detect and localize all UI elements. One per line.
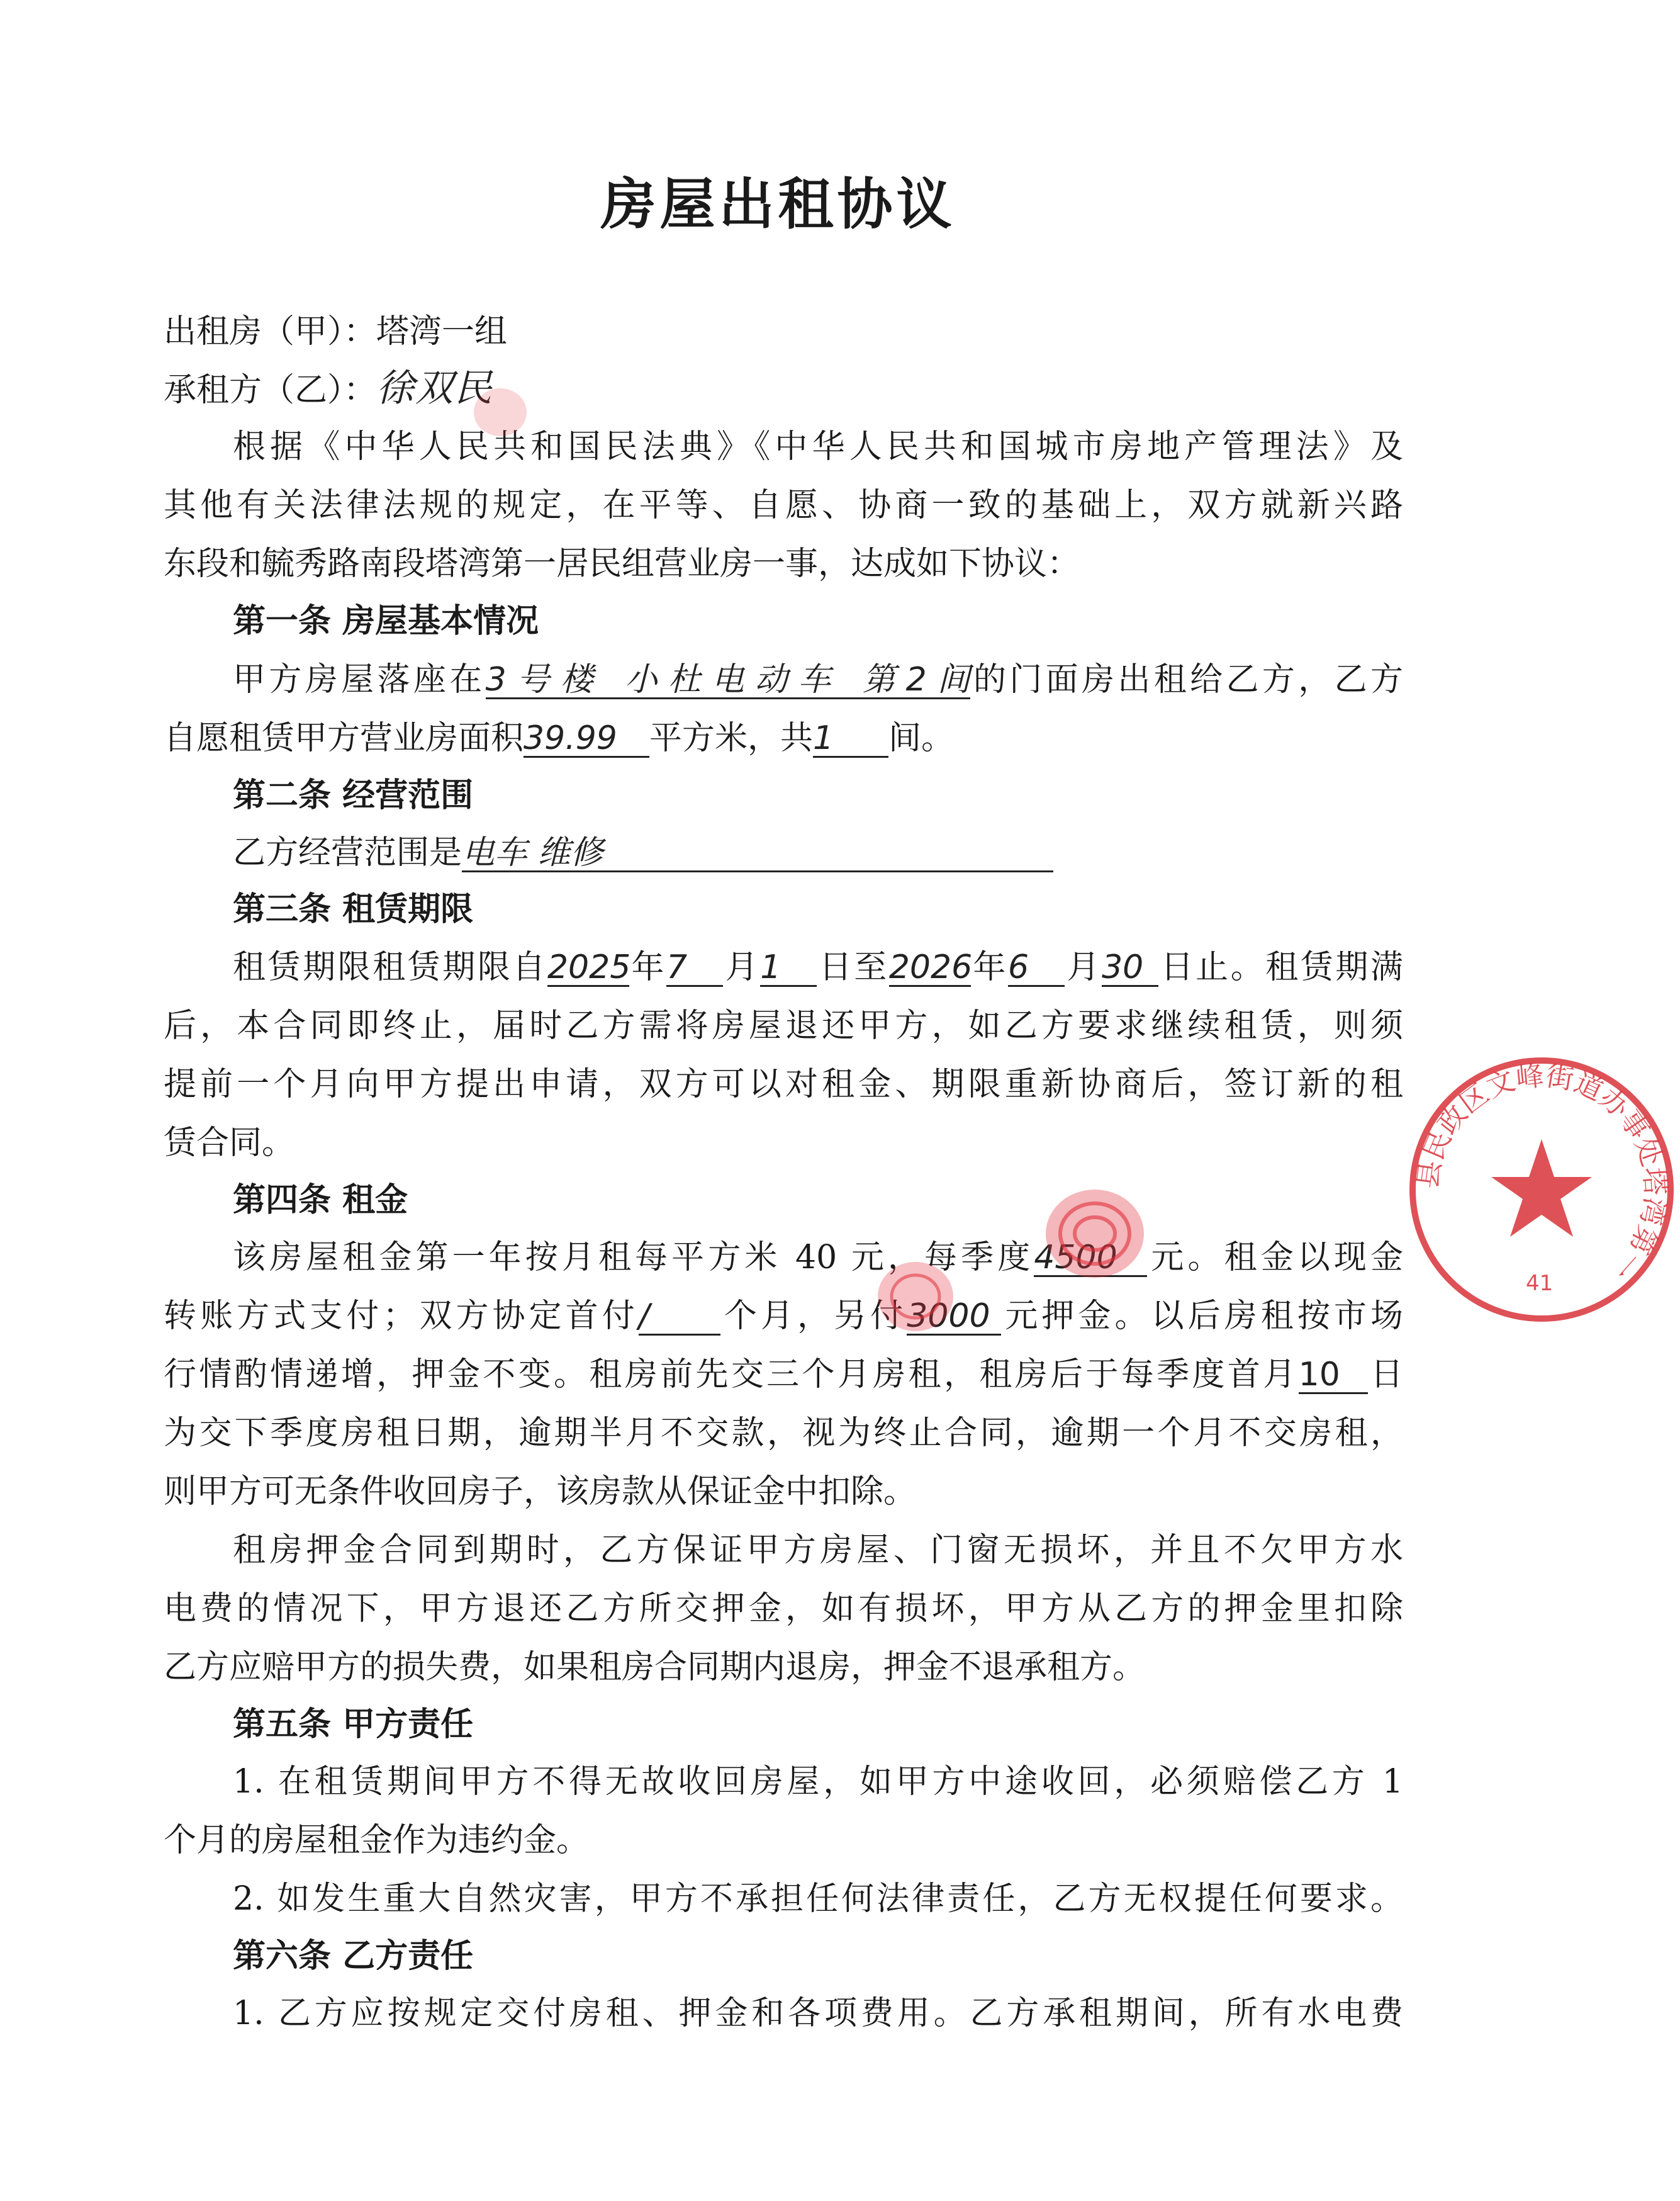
article1-line-1: 甲方房屋落座在3号楼 小杜电动车 第2间的门面房出租给乙方，乙方 — [164, 651, 1403, 708]
lessee-label: 承租方（乙）： — [164, 371, 377, 409]
article3-line-1: 租赁期限租赁期限自2025年7 月1 日至2026年6 月30 日止。租赁期满 — [164, 939, 1403, 996]
fingerprint-mark — [1032, 1171, 1158, 1297]
preamble-line-2: 其他有关法律法规的规定，在平等、自愿、协商一致的基础上，双方就新兴路 — [164, 487, 1403, 524]
article3-line-3: 提前一个月向甲方提出申请，双方可以对租金、期限重新协商后，签订新的租 — [164, 1066, 1403, 1103]
article4-para2-line-2: 电费的情况下，甲方退还乙方所交押金，如有损坏，甲方从乙方的押金里扣除 — [164, 1590, 1403, 1628]
article5-item2: 2. 如发生重大自然灾害，甲方不承担任何法律责任，乙方无权提任何要求。 — [233, 1880, 1403, 1918]
first-payment-field: / — [639, 1288, 720, 1344]
start-day-field: 1 — [760, 939, 817, 996]
document-title: 房屋出租协议 — [600, 172, 956, 237]
article6-heading: 第六条 乙方责任 — [233, 1937, 474, 1975]
article5-item1-line-1: 1. 在租赁期间甲方不得无故收回房屋，如甲方中途收回，必须赔偿乙方 1 — [233, 1763, 1403, 1801]
article2-line-1: 乙方经营范围是电车 维修 — [164, 825, 1403, 881]
article2-heading: 第二条 经营范围 — [233, 776, 474, 814]
seal-code: 41 — [1526, 1271, 1554, 1296]
fingerprint-mark — [466, 378, 535, 447]
lessor-name: 塔湾一组 — [376, 313, 508, 351]
location-field: 3号楼 小杜电动车 第2间 — [486, 651, 970, 708]
quarterly-rent-field: 4500 — [1034, 1229, 1147, 1286]
article4-para2-line-3: 乙方应赔甲方的损失费，如果租房合同期内退房，押金不退承租方。 — [164, 1648, 1146, 1686]
article5-item1-line-2: 个月的房屋租金作为违约金。 — [164, 1821, 590, 1859]
article3-line-4: 赁合同。 — [164, 1124, 295, 1162]
article4-line-3: 行情酌情递增，押金不变。租房前先交三个月房租，租房后于每季度首月10 日 — [164, 1346, 1403, 1403]
due-day-field: 10 — [1299, 1346, 1368, 1403]
article4-heading: 第四条 租金 — [233, 1181, 408, 1219]
seal-star-icon — [1491, 1139, 1592, 1237]
end-month-field: 6 — [1008, 939, 1065, 996]
official-seal — [1403, 1051, 1680, 1328]
lessee-line — [164, 360, 1403, 419]
article4-line-4: 为交下季度房租日期，逾期半月不交款，视为终止合同，逾期一个月不交房租， — [164, 1414, 1403, 1452]
start-year-field: 2025 — [547, 939, 629, 996]
article6-item1-line-1: 1. 乙方应按规定交付房租、押金和各项费用。乙方承租期间，所有水电费 — [233, 1995, 1403, 2032]
lessor-label: 出租房（甲）： — [164, 313, 377, 351]
article4-line-1: 该房屋租金第一年按月租每平方米 40 元，每季度4500 元。租金以现金 — [164, 1229, 1403, 1286]
seal-text: 县民政区文峰街道办事处塔湾第一 — [1411, 1059, 1672, 1286]
article4-line-5: 则甲方可无条件收回房子，该房款从保证金中扣除。 — [164, 1473, 917, 1511]
start-month-field: 7 — [666, 939, 723, 996]
article5-heading: 第五条 甲方责任 — [233, 1705, 474, 1743]
article3-heading: 第三条 租赁期限 — [233, 890, 474, 928]
rooms-field: 1 — [813, 710, 888, 767]
article1-line-2: 自愿租赁甲方营业房面积39.99 平方米，共1 间。 — [164, 710, 1403, 767]
scope-field: 电车 维修 — [462, 825, 1053, 881]
article3-line-2: 后，本合同即终止，届时乙方需将房屋退还甲方，如乙方要求继续租赁，则须 — [164, 1007, 1403, 1045]
article1-heading: 第一条 房屋基本情况 — [233, 602, 539, 640]
end-day-field: 30 — [1102, 939, 1158, 996]
deposit-field: 3000 — [907, 1288, 1001, 1344]
article4-para2-line-1: 租房押金合同到期时，乙方保证甲方房屋、门窗无损坏，并且不欠甲方水 — [233, 1531, 1403, 1569]
preamble-line-3: 东段和毓秀路南段塔湾第一居民组营业房一事，达成如下协议： — [164, 545, 1080, 583]
lessor-line — [164, 303, 1403, 360]
article4-line-2: 转账方式支付；双方协定首付/ 个月，另付3000 元押金。以后房租按市场 — [164, 1288, 1403, 1344]
fingerprint-mark — [868, 1249, 963, 1344]
end-year-field: 2026 — [889, 939, 971, 996]
area-field: 39.99 — [524, 710, 649, 767]
lessee-signature: 徐双民 — [376, 366, 494, 410]
preamble-line-1: 根据《中华人民共和国民法典》《中华人民共和国城市房地产管理法》及 — [233, 428, 1403, 466]
